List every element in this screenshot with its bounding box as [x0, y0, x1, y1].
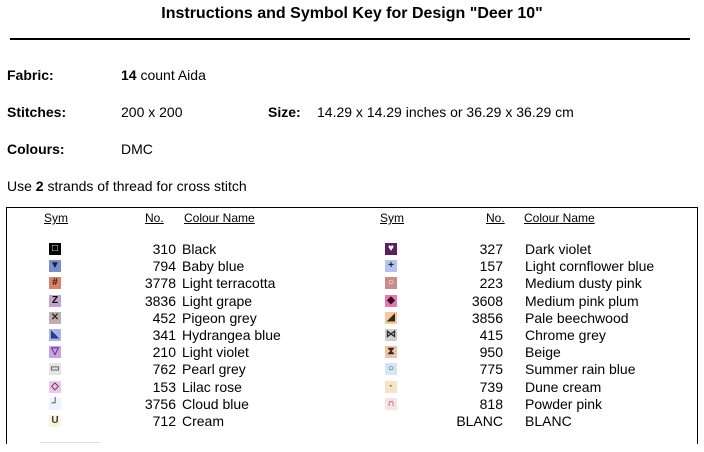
colour-name: Black	[182, 241, 217, 257]
left-no-header: No.	[145, 211, 164, 225]
dmc-number: 3836	[144, 292, 176, 309]
dmc-number: 223	[479, 275, 503, 292]
colour-name: Lilac rose	[182, 378, 242, 395]
note-suffix: strands of thread for cross stitch	[43, 178, 247, 194]
hourglass-icon: ⧗	[385, 346, 397, 358]
dmc-number: 3856	[471, 309, 503, 326]
colour-name: Summer rain blue	[525, 361, 636, 378]
dmc-number: 775	[479, 361, 503, 378]
hash-icon: #	[49, 277, 61, 289]
colour-name: Hydrangea blue	[182, 327, 281, 343]
dmc-number: 818	[479, 395, 503, 412]
arch-icon: ∩	[385, 398, 397, 410]
colour-name: Cream	[182, 413, 225, 429]
cross-icon: ✕	[50, 311, 60, 323]
left-sym-header: Sym	[44, 211, 68, 225]
colour-name: Dune cream	[525, 378, 602, 395]
corner-bracket-icon: ┘	[49, 398, 61, 410]
u-letter-icon: U	[49, 415, 61, 427]
dmc-number: 327	[479, 241, 503, 257]
colour-name: Baby blue	[182, 258, 245, 275]
dmc-number: 415	[479, 327, 503, 343]
colour-name: BLANC	[525, 413, 572, 429]
open-square-icon: □	[49, 243, 61, 255]
colours-label: Colours:	[7, 141, 65, 157]
colour-name: Powder pink	[525, 395, 603, 412]
bowtie-icon: ⋈	[386, 329, 396, 340]
dmc-number: 310	[152, 241, 176, 257]
colour-name: Chrome grey	[525, 327, 606, 343]
colour-name: Light terracotta	[182, 275, 276, 292]
colour-name: Medium pink plum	[525, 292, 639, 309]
colour-name: Beige	[525, 344, 561, 361]
colour-name: Light grape	[182, 292, 253, 309]
dmc-number: BLANC	[456, 413, 503, 429]
fabric-label: Fabric:	[7, 67, 54, 83]
colour-name: Cloud blue	[182, 395, 249, 412]
right-sym-header: Sym	[380, 211, 404, 225]
open-down-triangle-icon: ▽	[49, 346, 61, 358]
small-rectangle-icon: ▭	[50, 363, 60, 375]
fabric-count: 14	[121, 67, 137, 83]
strand-count: 2	[35, 178, 44, 194]
thread-note	[7, 178, 247, 194]
heart-icon: ♥	[385, 243, 397, 255]
small-circle-icon: ○	[385, 363, 397, 375]
size-value: 14.29 x 14.29 inches or 36.29 x 36.29 cm	[317, 104, 574, 120]
dmc-number: 712	[152, 413, 176, 429]
dmc-number: 3756	[144, 395, 176, 412]
size-label: Size:	[268, 104, 301, 120]
colour-name: Pale beechwood	[525, 309, 629, 326]
dmc-number: 3608	[471, 292, 503, 309]
dmc-number: 153	[152, 378, 176, 395]
colour-name: Dark violet	[525, 241, 592, 257]
colour-name: Light cornflower blue	[525, 258, 655, 275]
dmc-number: 794	[152, 258, 176, 275]
dot-icon: ·	[385, 381, 397, 393]
solid-diamond-icon: ◆	[385, 295, 397, 307]
title-divider	[10, 38, 690, 40]
plus-icon: +	[385, 260, 397, 272]
z-letter-icon: Z	[49, 295, 61, 307]
dmc-number: 341	[152, 327, 176, 343]
colour-name: Medium dusty pink	[525, 275, 642, 292]
triangle-corner-icon: ◢	[385, 312, 397, 324]
left-name-header: Colour Name	[184, 211, 255, 225]
colour-name: Light violet	[182, 344, 249, 361]
diamond-outline-icon: ◇	[49, 381, 61, 393]
right-name-header: Colour Name	[524, 211, 595, 225]
page-title: Instructions and Symbol Key for Design "Deer 10"	[161, 5, 543, 22]
right-no-header: No.	[486, 211, 505, 225]
note-prefix: Use	[7, 178, 36, 194]
dmc-number: 762	[152, 361, 176, 378]
stitches-value: 200 x 200	[121, 104, 183, 120]
down-triangle-icon: ▼	[50, 260, 60, 272]
circle-icon: ○	[385, 277, 397, 289]
dmc-number: 950	[479, 344, 503, 361]
dmc-number: 452	[152, 309, 176, 326]
colour-name: Pearl grey	[182, 361, 246, 378]
blank-swatch-icon	[385, 415, 397, 427]
colours-value: DMC	[121, 141, 153, 157]
table-bottom-tick	[40, 442, 100, 443]
dmc-number: 157	[479, 258, 503, 275]
fabric-value	[121, 67, 206, 83]
colour-name: Pigeon grey	[182, 309, 257, 326]
dmc-number: 3778	[144, 275, 176, 292]
fabric-type: count Aida	[136, 67, 206, 83]
dmc-number: 739	[479, 378, 503, 395]
stitches-label: Stitches:	[7, 104, 67, 120]
corner-triangle-icon: ◣	[49, 329, 61, 341]
dmc-number: 210	[152, 344, 176, 361]
